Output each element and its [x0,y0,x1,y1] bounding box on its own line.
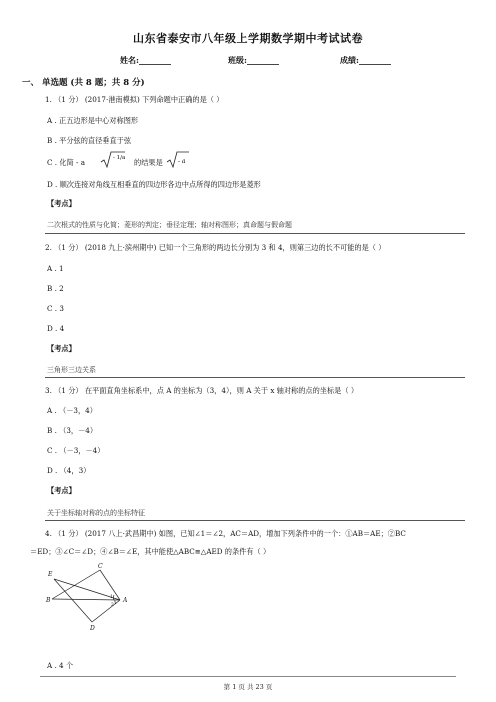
q3-stem: 3. （1 分） 在平面直角坐标系中，点 A 的坐标为（3，4），则 A 关于 x 轴对称的点的坐标是（ ） [45,386,359,395]
q1-stem: 1. （1 分） (2017·港南模拟) 下列命题中正确的是（ ） [45,95,224,104]
class-field: 班级:________ [228,55,279,65]
q1-radical-2 [166,150,190,170]
q4-option-a: A . 4 个 [47,661,74,670]
section-heading: 一、 单选题 (共 8 题；共 8 分) [22,78,145,88]
page-title: 山东省泰安市八年级上学期数学期中考试试卷 [133,32,363,45]
q1-option-d: D . 顺次连接对角线互相垂直的四边形各边中点所得的四边形是菱形 [47,180,261,189]
page-footer: 第 1 页 共 23 页 [223,683,273,691]
label-d: D [90,625,95,632]
score-field: 成绩:________ [340,55,391,65]
footer-divider [40,676,456,677]
angle-2-arc [115,600,116,604]
q3-option-a: A . （－3，4） [47,406,97,415]
label-angle-1: 1 [110,595,113,600]
q2-stem: 2. （1 分） (2018 九上·滨州期中) 已知一个三角形的两边长分别为 3 和 4，则第三边的长不可能的是（ ） [45,243,386,252]
q1-keypoint-label: 【考点】 [47,199,76,208]
label-c: C [98,563,103,570]
q2-option-c: C . 3 [47,304,64,313]
q2-option-a: A . 1 [47,264,64,273]
divider [45,377,465,378]
divider [45,233,465,234]
divider [45,520,465,521]
segment-ed [54,579,92,622]
q1-option-c-mid: 的结果是 [134,158,163,167]
q1-option-a: A . 正五边形是中心对称图形 [47,116,139,125]
q3-option-d: D . （4，3） [47,466,91,475]
angle-1-arc [113,595,114,600]
q2-keypoint-text: 三角形三边关系 [47,366,96,374]
label-e: E [48,571,53,578]
name-field: 姓名:________ [120,55,171,65]
q3-keypoint-text: 关于坐标轴对称的点的坐标特征 [47,509,145,517]
q1-option-b: B . 平分弦的直径垂直于弦 [47,136,132,145]
label-a: A [123,597,128,604]
q3-keypoint-label: 【考点】 [47,486,76,495]
q2-option-b: B . 2 [47,284,64,293]
q2-keypoint-label: 【考点】 [47,344,76,353]
q1-option-c-prefix: C . 化简 - a [47,158,86,167]
q1-radical-1-text: - 1/a [113,155,126,161]
q1-radical-1 [100,150,126,170]
q3-option-b: B . （3，－4） [47,426,98,435]
label-b: B [46,597,51,604]
label-angle-2: 2 [111,603,114,608]
q4-stem-line1: 4. （1 分） (2017 八上·武昌期中) 如图，已知∠1＝∠2，AC＝AD，增加下列条件中的一个：①AB＝AE；②BC [45,529,406,538]
q4-stem-line2: ＝ED；③∠C＝∠D；④∠B＝∠E，其中能使△ABC≌△AED 的条件有（ ） [30,547,271,556]
q3-option-c: C . （－3，－4） [47,446,105,455]
q1-keypoint-text: 二次根式的性质与化简；菱形的判定；垂径定理；轴对称图形；真命题与假命题 [47,221,292,229]
q2-option-d: D . 4 [47,324,65,333]
q4-geometry-figure [40,562,140,632]
q1-radical-2-text: - a [178,158,186,165]
